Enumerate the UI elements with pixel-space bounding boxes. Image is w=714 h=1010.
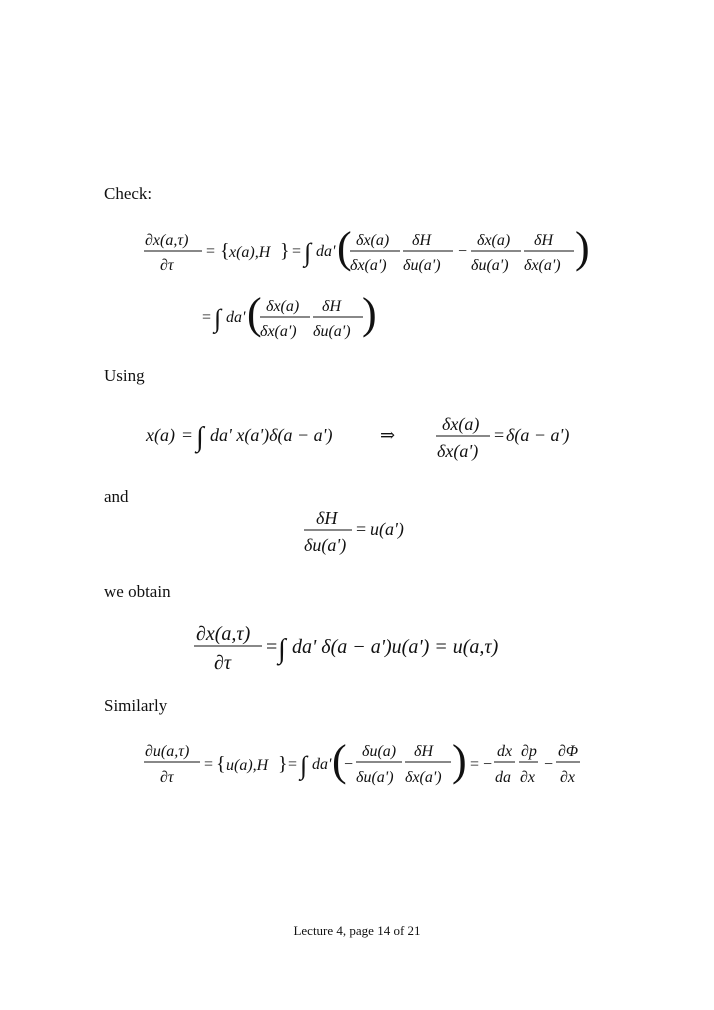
svg-text:δx(a): δx(a) [442,414,480,434]
svg-text:δx(a'): δx(a') [350,257,387,274]
svg-text:=: = [204,756,214,773]
svg-text:−: − [344,756,354,773]
svg-text:∂x: ∂x [560,769,576,786]
svg-text:=: = [494,425,505,445]
svg-text:da: da [495,769,511,786]
svg-text:δH: δH [322,298,341,315]
svg-text:): ) [575,223,590,272]
svg-text:∫: ∫ [300,751,308,780]
svg-text:=: = [288,756,298,773]
equation-hamiltonian-derivative [300,504,420,564]
svg-text:x(a),H: x(a),H [229,244,271,261]
svg-text:∫: ∫ [196,422,204,453]
svg-text:δ(a − a'): δ(a − a') [506,425,570,445]
svg-text:−: − [544,756,554,773]
svg-text:δu(a): δu(a) [362,743,397,760]
svg-text:=: = [206,243,216,260]
svg-text:−: − [458,243,468,260]
svg-text:δx(a'): δx(a') [437,441,479,461]
svg-text:δx(a'): δx(a') [524,257,561,274]
svg-text:u(a'): u(a') [370,519,404,539]
equation-poisson-bracket-x [140,223,590,284]
equation-poisson-bracket-u [140,736,580,796]
svg-text:=: = [182,425,193,445]
svg-text:x(a): x(a) [146,425,175,445]
equation-velocity-result [190,620,530,680]
text-we-obtain: we obtain [104,582,171,601]
svg-text:∂x(a,τ): ∂x(a,τ) [145,232,189,249]
svg-text:δH: δH [412,232,431,249]
svg-text:(: ( [247,289,262,338]
svg-text:u(a),H: u(a),H [226,757,269,774]
svg-text:∫: ∫ [214,304,222,333]
svg-text:(: ( [337,223,352,272]
svg-text:∂τ: ∂τ [160,769,174,786]
svg-text:}: } [278,753,288,775]
svg-text:da' δ(a − a')u(a') = u(a,τ): da' δ(a − a')u(a') = u(a,τ) [292,636,499,658]
svg-text:da': da' [312,756,332,773]
svg-text:=: = [266,636,278,658]
svg-text:da': da' [226,309,246,326]
svg-text:δx(a): δx(a) [266,298,300,315]
svg-text:=: = [202,309,212,326]
svg-text:∂u(a,τ): ∂u(a,τ) [145,743,190,760]
svg-text:): ) [452,736,467,785]
text-similarly: Similarly [104,696,168,715]
svg-text:}: } [280,240,290,262]
svg-text:∂x: ∂x [520,769,536,786]
svg-text:∂τ: ∂τ [214,652,232,674]
svg-text:=: = [356,519,367,539]
svg-text:δu(a'): δu(a') [356,769,394,786]
equation-poisson-bracket-x-simplified [196,290,376,350]
svg-text:∫: ∫ [278,634,286,665]
svg-text:da': da' [316,243,336,260]
svg-text:δH: δH [534,232,553,249]
svg-text:∫: ∫ [304,238,312,267]
text-and: and [104,487,129,506]
svg-text:∂Φ: ∂Φ [558,743,579,760]
svg-text:δx(a'): δx(a') [260,323,297,340]
svg-text:δx(a): δx(a) [477,232,511,249]
svg-text:da' x(a')δ(a − a'): da' x(a')δ(a − a') [210,425,333,445]
svg-text:∂τ: ∂τ [160,257,174,274]
svg-text:δH: δH [316,508,338,528]
svg-text:δx(a'): δx(a') [405,769,442,786]
svg-text:(: ( [332,736,347,785]
svg-text:δH: δH [414,743,433,760]
svg-text:dx: dx [497,743,513,760]
text-using: Using [104,366,145,385]
svg-text:δu(a'): δu(a') [313,323,351,340]
svg-text:δu(a'): δu(a') [471,257,509,274]
page-footer: Lecture 4, page 14 of 21 [293,923,421,938]
svg-text:∂p: ∂p [521,743,537,760]
text-check: Check: [104,184,153,203]
svg-text:{: { [220,240,230,262]
svg-text:δx(a): δx(a) [356,232,390,249]
svg-text:δu(a'): δu(a') [403,257,441,274]
svg-text:∂x(a,τ): ∂x(a,τ) [196,623,251,645]
equation-delta-identity [140,410,580,470]
svg-text:δu(a'): δu(a') [304,535,347,555]
svg-text:⇒: ⇒ [380,425,396,445]
svg-text:{: { [216,753,226,775]
svg-text:=: = [292,243,302,260]
svg-text:= −: = − [470,756,493,773]
svg-text:): ) [362,289,377,338]
